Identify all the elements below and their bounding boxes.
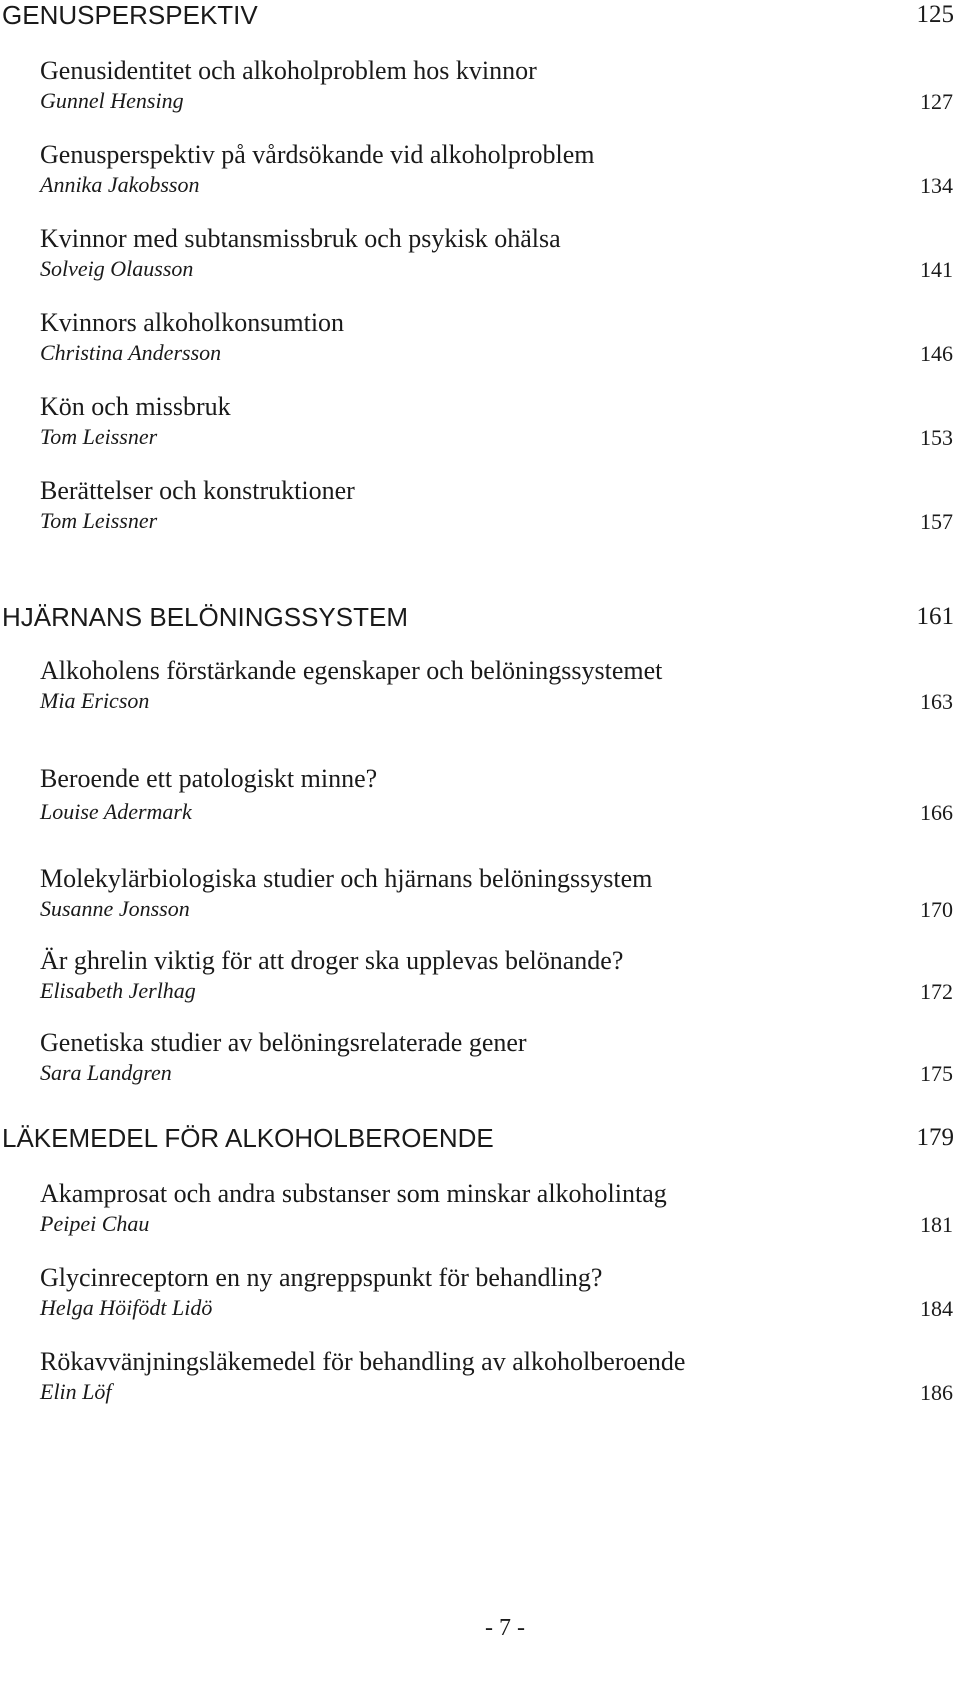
toc-entry (40, 476, 953, 560)
toc-entry (40, 308, 953, 392)
entry-author: Susanne Jonsson (40, 896, 190, 921)
toc-entry (40, 934, 953, 1018)
entry-page-number: 184 (920, 1296, 953, 1321)
entry-author: Sara Landgren (40, 1060, 172, 1085)
entry-page-number: 153 (920, 425, 953, 450)
entry-title: Är ghrelin viktig för att droger ska upplevas belönande? (40, 946, 624, 975)
entry-author: Elisabeth Jerlhag (40, 978, 196, 1003)
entry-page-number: 172 (920, 979, 953, 1004)
entry-page-number: 146 (920, 341, 953, 366)
section-heading (2, 602, 954, 636)
entry-author: Christina Andersson (40, 340, 222, 365)
toc-entry (40, 56, 953, 140)
page-footer (0, 1614, 960, 1642)
entry-author: Peipei Chau (40, 1211, 150, 1236)
entry-title: Kön och missbruk (40, 392, 231, 421)
section-page-number: 179 (916, 1124, 954, 1151)
entry-author: Gunnel Hensing (40, 88, 184, 113)
entry-title: Glycinreceptorn en ny angreppspunkt för behandling? (40, 1263, 603, 1292)
entry-author: Helga Höifödt Lidö (40, 1295, 213, 1320)
footer-page-number: - 7 - (485, 1615, 525, 1641)
entry-page-number: 163 (920, 689, 953, 714)
toc-section-hjarnans-beloningssystem (0, 602, 960, 1102)
entry-page-number: 181 (920, 1212, 953, 1237)
entry-title: Genusidentitet och alkoholproblem hos kvinnor (40, 56, 537, 85)
entry-title: Genetiska studier av belöningsrelaterade gener (40, 1028, 527, 1057)
entry-title: Kvinnors alkoholkonsumtion (40, 308, 345, 337)
entry-title: Rökavvänjningsläkemedel för behandling av alkoholberoende (40, 1347, 686, 1376)
toc-entry (40, 656, 953, 740)
entry-author: Annika Jakobsson (40, 172, 200, 197)
entry-page-number: 186 (920, 1380, 953, 1405)
entry-title: Alkoholens förstärkande egenskaper och belöningssystemet (40, 656, 663, 685)
section-title: HJÄRNANS BELÖNINGSSYSTEM (2, 602, 408, 632)
entry-author: Tom Leissner (40, 424, 158, 449)
entry-title: Akamprosat och andra substanser som minskar alkoholintag (40, 1179, 667, 1208)
entry-author: Elin Löf (40, 1379, 112, 1404)
entry-author: Solveig Olausson (40, 256, 194, 281)
entry-page-number: 166 (920, 800, 953, 825)
toc-entry (40, 1347, 953, 1431)
toc-entry (40, 224, 953, 308)
entry-page-number: 127 (920, 89, 953, 114)
entry-page-number: 170 (920, 897, 953, 922)
toc-entry (40, 1179, 953, 1263)
entry-title: Beroende ett patologiskt minne? (40, 764, 378, 793)
section-page-number: 125 (916, 1, 954, 28)
entry-page-number: 175 (920, 1061, 953, 1086)
section-title: LÄKEMEDEL FÖR ALKOHOLBEROENDE (2, 1123, 494, 1153)
entry-author: Tom Leissner (40, 508, 158, 533)
toc-entry (40, 1263, 953, 1347)
entry-title: Berättelser och konstruktioner (40, 476, 355, 505)
entry-page-number: 141 (920, 257, 953, 282)
section-title: GENUSPERSPEKTIV (2, 0, 258, 30)
section-page-number: 161 (916, 603, 954, 630)
section-heading (2, 1123, 954, 1157)
toc-entry (40, 848, 953, 934)
entry-author: Mia Ericson (40, 688, 150, 713)
toc-section-lakemedel (0, 1123, 960, 1431)
toc-entry (40, 140, 953, 224)
entry-title: Kvinnor med subtansmissbruk och psykisk ohälsa (40, 224, 561, 253)
entry-page-number: 134 (920, 173, 953, 198)
toc-section-genusperspektiv (0, 0, 960, 560)
entry-author: Louise Adermark (40, 799, 192, 824)
toc-entry (40, 392, 953, 476)
entry-title: Genusperspektiv på vårdsökande vid alkoholproblem (40, 140, 595, 169)
entry-page-number: 157 (920, 509, 953, 534)
toc-entry (40, 1018, 953, 1102)
toc-entry (40, 740, 953, 848)
entry-title: Molekylärbiologiska studier och hjärnans belöningssystem (40, 864, 653, 893)
section-heading (2, 0, 954, 34)
